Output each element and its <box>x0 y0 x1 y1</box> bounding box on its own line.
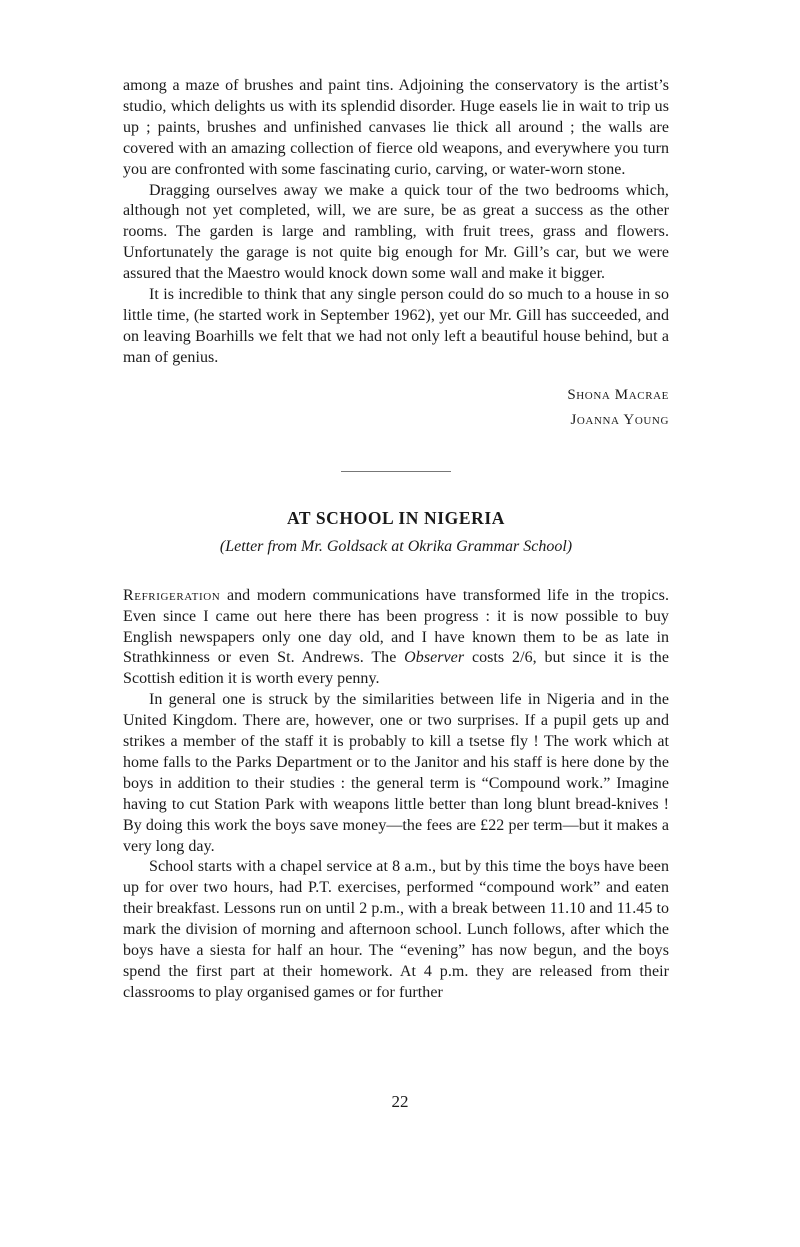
paragraph-text: and modern communications have transformed life in the tropics. Even since I came out here there has been progress : it is now possible to buy English newspapers only one day old, and I have known them to be as late in Strathkinness or even St. Andrews. The <box>123 586 669 667</box>
article-subtitle: (Letter from Mr. Goldsack at Okrika Grammar School) <box>219 537 573 555</box>
section-divider <box>341 471 451 472</box>
page-body <box>123 76 669 1004</box>
article-title: AT SCHOOL IN NIGERIA <box>286 507 505 528</box>
newspaper-title: Observer <box>404 649 465 667</box>
signature-author: Joanna Young <box>570 411 669 428</box>
signature-author: Shona Macrae <box>567 386 669 403</box>
paragraph: Dragging ourselves away we make a quick tour of the two bedrooms which, although not yet completed, will, we are sure, be as great a success as the other rooms. The garden is large and rambling, with fruit trees, grass and flowers. Unfortunately the garage is not quite big enough for Mr. Gill’s car, but we were assured that the Maestro would knock down some wall and make it bigger. <box>123 181 669 283</box>
article-boarhills <box>123 76 669 433</box>
lead-word: Refrigeration <box>123 586 221 604</box>
signatures <box>123 383 669 433</box>
paragraph-text: costs 2/6, but since it is the Scottish edition it is worth every penny. <box>123 649 669 688</box>
paragraph: It is incredible to think that any single person could do so much to a house in so little time, (he started work in September 1962), yet our Mr. Gill has succeeded, and on leaving Boarhills we felt that we had not only left a beautiful house behind, but a man of genius. <box>123 286 669 366</box>
article-nigeria <box>123 506 669 1004</box>
paragraph: among a maze of brushes and paint tins. Adjoining the conservatory is the artist’s studio, which delights us with its splendid disorder. Huge easels lie in wait to trip us up ; paints, brushes and unfinished canvases lie thick all around ; the walls are covered with an amazing collection of fierce old weapons, and everywhere you turn you are confronted with some fascinating curio, carving, or water-worn stone. <box>123 77 669 178</box>
paragraph: In general one is struck by the similarities between life in Nigeria and in the United Kingdom. There are, however, one or two surprises. If a pupil gets up and strikes a member of the staff it is probably to kill a tsetse fly ! The work which at home falls to the Parks Department or to the Janitor and his staff is here done by the boys in addition to their studies : the general term is “Compound work.” Imagine having to cut Station Park with weapons little better than long blunt bread-knives ! By doing this work the boys save money—the fees are £22 per term—but it makes a very long day. <box>123 691 669 855</box>
page-number: 22 <box>391 1092 409 1111</box>
paragraph <box>123 586 669 691</box>
paragraph: School starts with a chapel service at 8 a.m., but by this time the boys have been up for over two hours, had P.T. exercises, performed “compound work” and eaten their breakfast. Lessons run on until 2 p.m., with a break between 11.10 and 11.45 to mark the division of morning and afternoon school. Lunch follows, after which the boys have a siesta for half an hour. The “evening” has now begun, and the boys spend the first part at their homework. At 4 p.m. they are released from their classrooms to play organised games or for further <box>123 858 669 1001</box>
